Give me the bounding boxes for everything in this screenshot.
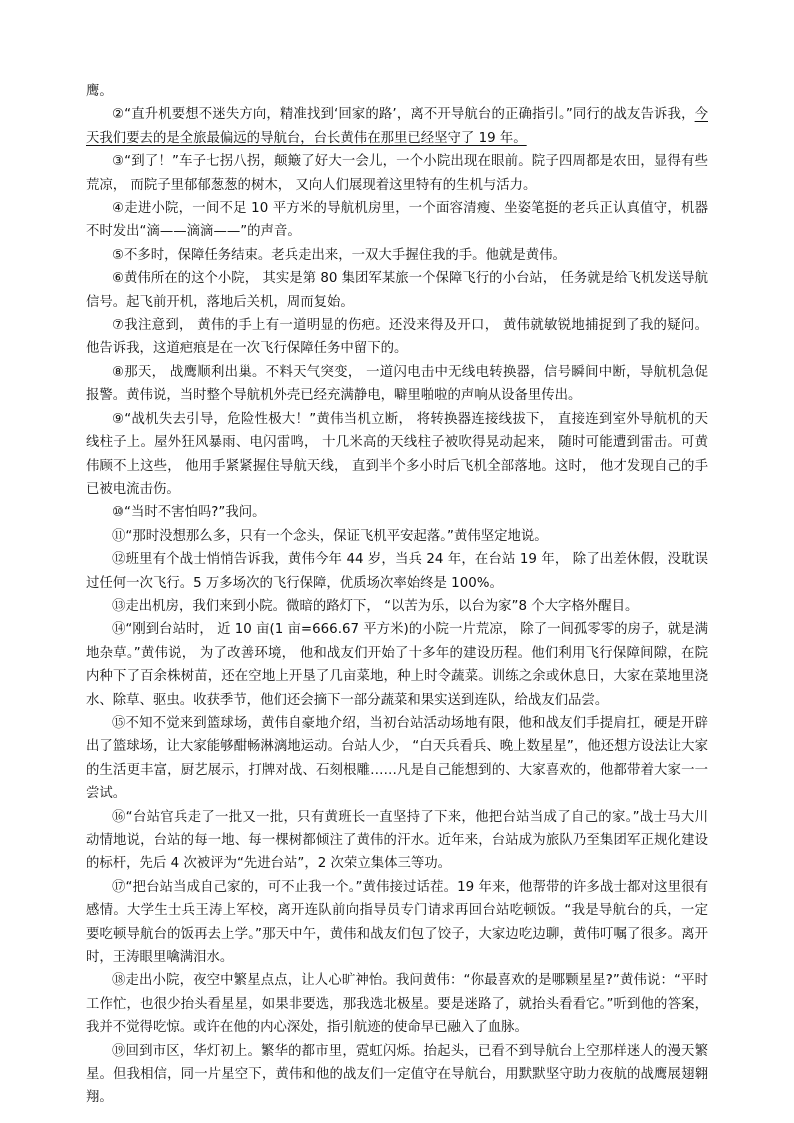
paragraph-19: ⑲回到市区，华灯初上。繁华的都市里，霓虹闪烁。抬起头，已看不到导航台上空那样迷人的漫天繁星。但我相信，同一片星空下，黄伟和他的战友们一定值守在导航台，用默默坚守助力夜航的战鹰展翅翱翔。 <box>86 1043 708 1106</box>
paragraph-continuation: 鹰。 <box>86 84 113 99</box>
paragraph-9: ⑨“战机失去引导，危险性极大！”黄伟当机立断， 将转换器连接线拔下， 直接连到室外导航机的天线柱子上。屋外狂风暴雨、电闪雷鸣， 十几米高的天线柱子被吹得晃动起来， 随时可能遭到雷击。可黄伟顾不上这些， 他用手紧紧握住导航天线， 直到半个多小时后飞机全部落地。这时， 他才发现自己的手已被电流击伤。 <box>86 411 708 497</box>
paragraph-13: ⑬走出机房，我们来到小院。微暗的路灯下， “以苦为乐，以台为家”8 个大字格外醒目。 <box>112 598 639 614</box>
paragraph-2: ②“直升机要想不迷失方向，精准找到‘回家的路’，离不开导航台的正确指引。”同行的战友告诉我，今天我们要去的是全旅最偏远的导航台，台长黄伟在那里已经坚守了 19 年。 <box>86 107 708 146</box>
paragraph-4: ④走进小院，一间不足 10 平方米的导航机房里，一个面容清瘦、坐姿笔挺的老兵正认真值守，机器不时发出“滴——滴滴——”的声音。 <box>86 201 708 240</box>
paragraph-12: ⑫班里有个战士悄悄告诉我，黄伟今年 44 岁，当兵 24 年，在台站 19 年， 除了出差休假，没耽误过任何一次飞行。5 万多场次的飞行保障，优质场次率始终是 100%。 <box>86 552 708 591</box>
paragraph-10: ⑩“当时不害怕吗?”我问。 <box>112 505 266 521</box>
paragraph-17: ⑰“把台站当成自己家的，可不止我一个。”黄伟接过话茬。19 年来，他帮带的许多战士都对这里很有感情。大学生士兵王涛上军校，离开连队前向指导员专门请求再回台站吃顿饭。“我是导航台的兵，一定要吃顿导航台的饭再去上学。”那天中午，黄伟和战友们包了饺子，大家边吃边聊，黄伟叮嘱了很多。离开时，王涛眼里噙满泪水。 <box>86 879 708 966</box>
paragraph-18: ⑱走出小院，夜空中繁星点点，让人心旷神怡。我问黄伟：“你最喜欢的是哪颗星星?”黄伟说：“平时工作忙，也很少抬头看星星，如果非要选，那我选北极星。要是迷路了，就抬头看看它。”听到他的答案，我并不觉得吃惊。或许在他的内心深处，指引航迹的使命早已融入了血脉。 <box>86 973 708 1036</box>
paragraph-8: ⑧那天， 战鹰顺利出巢。不料天气突变， 一道闪电击中无线电转换器，信号瞬间中断，导航机急促报警。黄伟说，当时整个导航机外壳已经充满静电，噼里啪啦的声响从设备里传出。 <box>86 364 708 404</box>
paragraph-3: ③“到了！”车子七拐八拐，颠簸了好大一会儿，一个小院出现在眼前。院子四周都是农田，显得有些荒凉， 而院子里郁郁葱葱的树木， 又向人们展现着这里特有的生机与活力。 <box>86 154 708 193</box>
paragraph-15: ⑮不知不觉来到篮球场，黄伟自豪地介绍，当初台站活动场地有限，他和战友们手提肩扛，硬是开辟出了篮球场，让大家能够酣畅淋漓地运动。台站人少， “白天兵看兵、晚上数星星”，他还想方设法让大家的生活更丰富，厨艺展示，打牌对战、石刻根雕……凡是自己能想到的、大家喜欢的，他都带着大家一一尝试。 <box>86 715 708 802</box>
paragraph-14: ⑭“刚到台站时， 近 10 亩(1 亩=666.67 平方米)的小院一片荒凉， 除了一间孤零零的房子，就是满地杂草。”黄伟说， 为了改善环境， 他和战友们开始了十多年的建设历程。他们利用飞行保障间隙，在院内种下了百余株树苗，还在空地上开垦了几亩菜地，种上时令蔬菜。训练之余或休息日，大家在菜地里浇水、除草、驱虫。收获季节，他们还会摘下一部分蔬菜和果实送到连队，给战友们品尝。 <box>86 622 708 708</box>
paragraph-6: ⑥黄伟所在的这个小院， 其实是第 80 集团军某旅一个保障飞行的小台站， 任务就是给飞机发送导航信号。起飞前开机，落地后关机，周而复始。 <box>86 271 708 310</box>
article-body <box>86 80 708 1110</box>
paragraph-11: ⑪“那时没想那么多，只有一个念头，保证飞机平安起落。”黄伟坚定地说。 <box>112 528 548 544</box>
paragraph-5: ⑤不多时，保障任务结束。老兵走出来，一双大手握住我的手。他就是黄伟。 <box>112 247 566 263</box>
paragraph-16: ⑯“台站官兵走了一批又一批，只有黄班长一直坚持了下来，他把台站当成了自己的家。”战士马大川动情地说，台站的每一地、每一棵树都倾注了黄伟的汗水。近年来，台站成为旅队乃至集团军正规化建设的标杆，先后 4 次被评为“先进台站”，2 次荣立集体三等功。 <box>86 809 708 872</box>
underlined-sentence: 今天我们要去的是全旅最偏远的导航台，台长黄伟在那里已经坚守了 19 年。 <box>86 107 708 146</box>
paragraph-7: ⑦我注意到， 黄伟的手上有一道明显的伤疤。还没来得及开口， 黄伟就敏锐地捕捉到了我的疑问。他告诉我，这道疤痕是在一次飞行保障任务中留下的。 <box>86 318 708 357</box>
